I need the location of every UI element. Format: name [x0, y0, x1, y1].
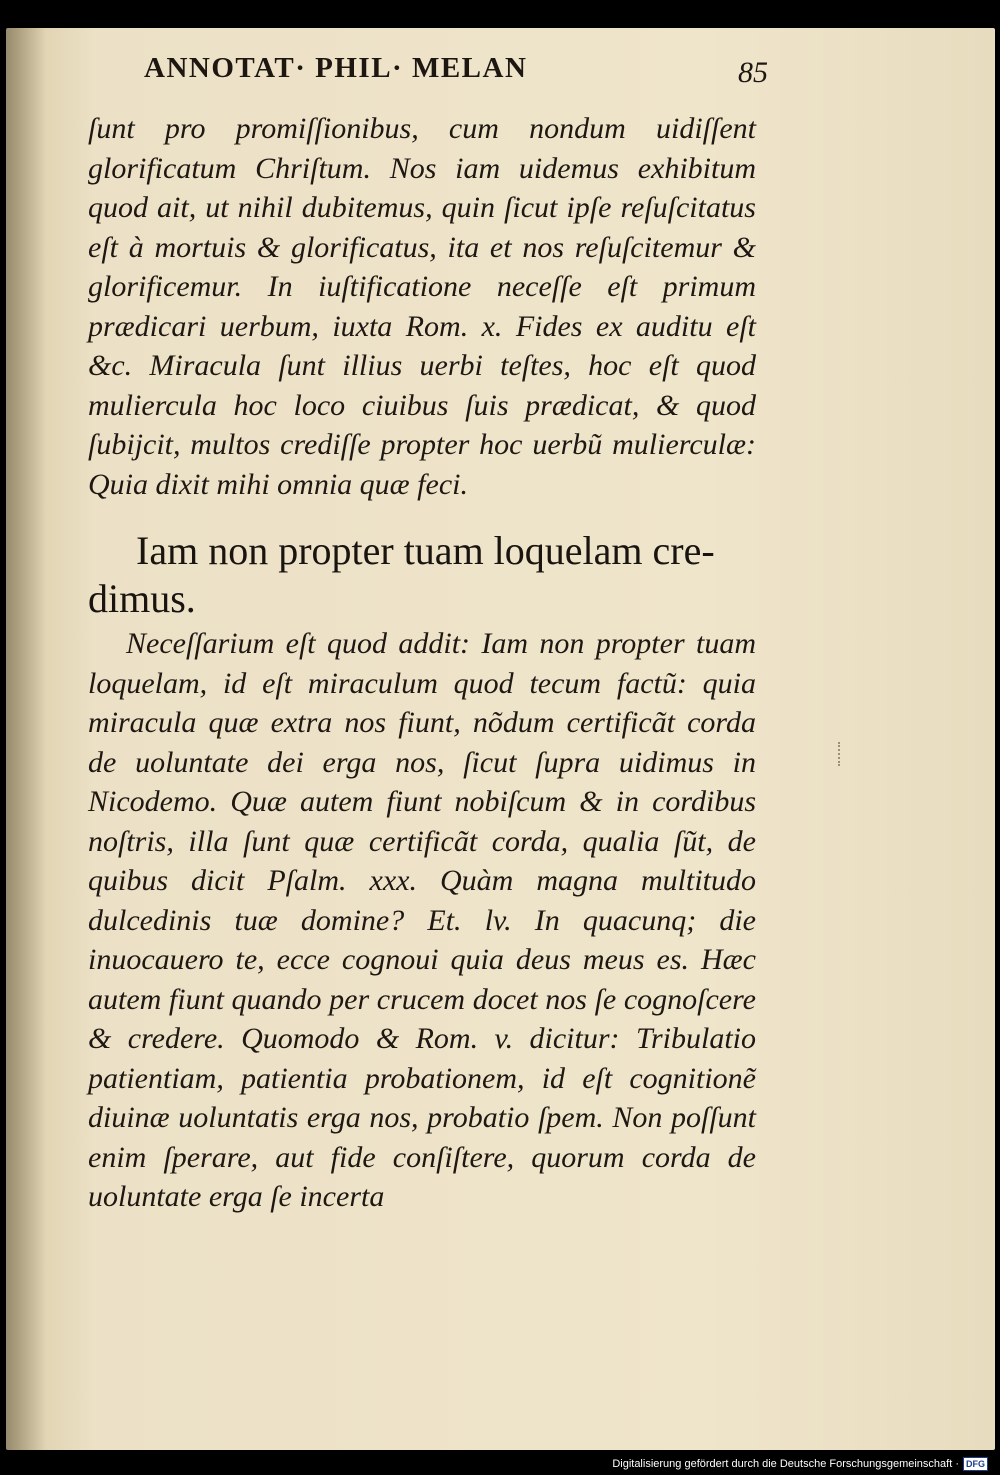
page-spine-shadow	[6, 28, 46, 1450]
dfg-logo: DFG	[963, 1457, 988, 1471]
digitization-credit	[612, 1457, 988, 1471]
heading-line-1: Iam non propter tuam loquelam cre-	[136, 528, 715, 573]
paper-blemish	[838, 742, 844, 766]
heading-line-2: dimus.	[88, 576, 196, 621]
paragraph-2: Neceſſarium eſt quod addit: Iam non propter tuam loquelam, id eſt miraculum quod tecum factũ: quia miracula quæ extra nos fiunt, nõdum certificãt corda de uoluntate dei erga nos, ſicut ſupra uidimus in Nicodemo. Quæ autem fiunt nobiſcum & in cordibus noſtris, illa ſunt quæ certificãt corda, qualia ſũt, de quibus dicit Pſalm. xxx. Quàm magna multitudo dulcedinis tuæ domine? Et. lv. In quacunq; die inuocauero te, ecce cognoui quia deus meus es. Hæc autem fiunt quando per crucem docet nos ſe cognoſcere & credere. Quomodo & Rom. v. dicitur: Tribulatio patientiam, patientia probationem, id eſt cognitionẽ diuinæ uoluntatis erga nos, probatio ſpem. Non poſſunt enim ſperare, aut fide conſiſtere, quorum corda de uoluntate erga ſe incerta	[88, 627, 756, 1213]
section-heading	[88, 527, 768, 623]
page-number: 85	[738, 56, 768, 89]
running-head: ANNOTAT· PHIL· MELAN	[144, 52, 528, 84]
paragraph-1: ſunt pro promiſſionibus, cum nondum uidiſſent glorificatum Chriſtum. Nos iam uidemus exhibitum quod ait, ut nihil dubitemus, quin ſicut ipſe reſuſcitatus eſt à mortuis & glorificatus, ita et nos reſuſcitemur & glorificemur. In iuſtificatione neceſſe eſt primum prædicari uerbum, iuxta Rom. x. Fides ex auditu eſt &c. Miracula ſunt illius uerbi teſtes, hoc eſt quod muliercula hoc loco ciuibus ſuis prædicat, & quod ſubijcit, multos crediſſe propter hoc uerbũ mulierculæ: Quia dixit mihi omnia quæ feci.	[88, 112, 756, 501]
credit-text: Digitalisierung gefördert durch die Deutsche Forschungsgemeinschaft ·	[612, 1458, 959, 1470]
